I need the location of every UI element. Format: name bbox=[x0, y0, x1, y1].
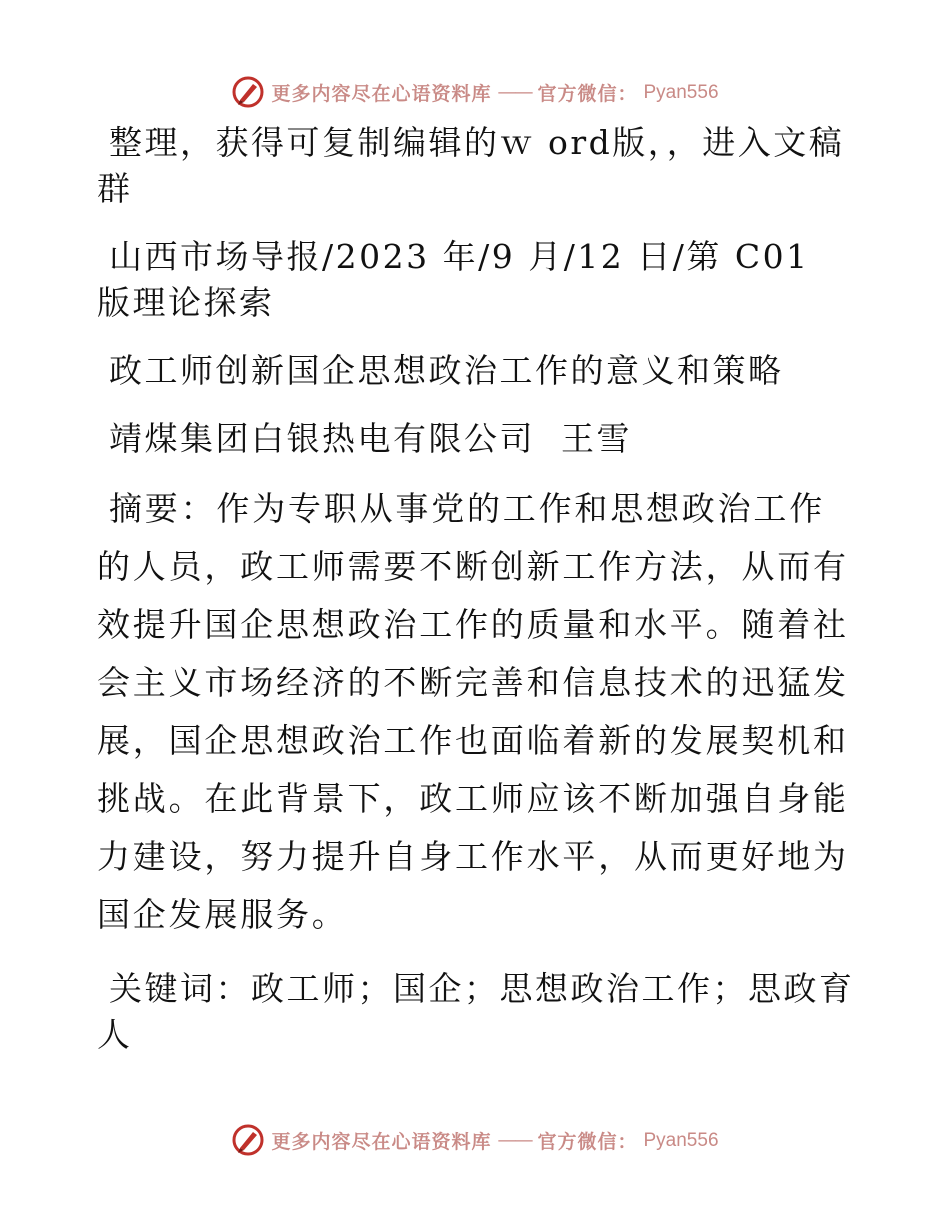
banner-dash: —— bbox=[497, 81, 532, 103]
banner-wechat-label: 官方微信： bbox=[537, 82, 638, 105]
abstract-paragraph: 摘要：作为专职从事党的工作和思想政治工作的人员，政工师需要不断创新工作方法，从而有效提升国企思想政治工作的质量和水平。随着社会主义市场经济的不断完善和信息技术的迅猛发展，国企思想政治工作也面临着新的发展契机和挑战。在此背景下，政工师应该不断加强自身能力建设，努力提升自身工作水平，从而更好地为国企发展服务。 bbox=[97, 489, 849, 934]
banner-site-text: 更多内容尽在心语资料库 bbox=[271, 1130, 492, 1153]
document-body bbox=[97, 120, 857, 1080]
footer-banner bbox=[0, 1120, 950, 1160]
banner-wechat-id: Pyan556 bbox=[643, 1129, 719, 1151]
author-name: 王雪 bbox=[561, 419, 632, 458]
banner-dash: —— bbox=[497, 1129, 532, 1151]
banner-wechat-id: Pyan556 bbox=[643, 81, 719, 103]
pen-logo-icon bbox=[231, 1123, 265, 1157]
banner-wechat-label: 官方微信： bbox=[537, 1130, 638, 1153]
intro-paragraph: 整理，获得可复制编辑的ｗ ord版，，进入文稿群 bbox=[97, 123, 845, 208]
author-org: 靖煤集团白银热电有限公司 bbox=[109, 419, 535, 458]
source-line: 山西市场导报/2023 年/9 月/12 日/第 C01 版理论探索 bbox=[97, 237, 810, 322]
pen-logo-icon bbox=[231, 75, 265, 109]
author-line bbox=[97, 416, 857, 462]
keywords-paragraph: 关键词：政工师；国企；思想政治工作；思政育人 bbox=[97, 969, 855, 1054]
article-title: 政工师创新国企思想政治工作的意义和策略 bbox=[109, 351, 784, 390]
banner-site-text: 更多内容尽在心语资料库 bbox=[271, 82, 492, 105]
header-banner bbox=[0, 72, 950, 112]
